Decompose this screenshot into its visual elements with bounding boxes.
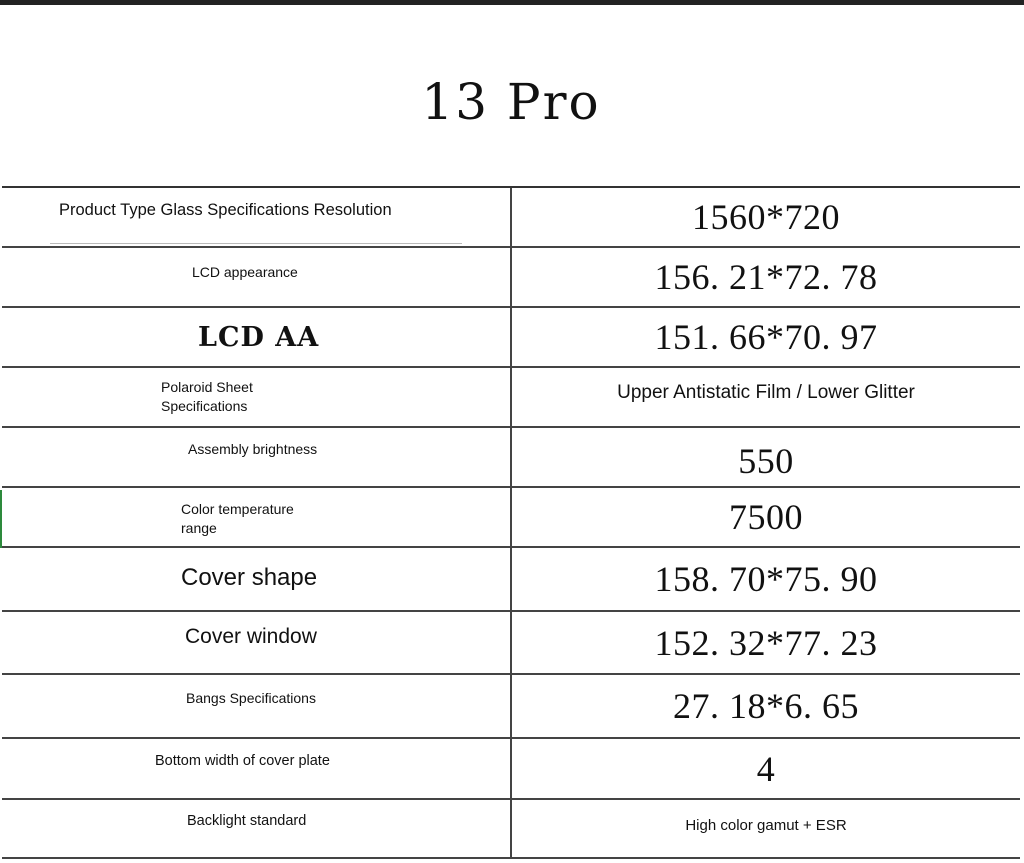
table-row xyxy=(2,739,1020,800)
label-cell xyxy=(2,368,512,426)
value-cell xyxy=(512,612,1020,673)
value-cell xyxy=(512,739,1020,798)
value-cell xyxy=(512,800,1020,857)
row-label: Cover window xyxy=(185,625,317,648)
row-value: 7500 xyxy=(729,497,803,537)
row-value: 550 xyxy=(738,441,794,481)
value-cell xyxy=(512,248,1020,306)
table-row xyxy=(2,248,1020,308)
label-cell xyxy=(2,675,512,737)
page-title: 13 Pro xyxy=(421,73,601,131)
table-row xyxy=(2,800,1020,859)
row-label: Bottom width of cover plate xyxy=(155,753,330,769)
title-cell xyxy=(2,4,1020,188)
row-label-line2: range xyxy=(181,520,217,536)
row-label: Product Type Glass Specifications Resolution xyxy=(59,201,392,219)
row-label-line1: Polaroid Sheet xyxy=(161,379,253,395)
table-row xyxy=(2,188,1020,248)
table-row xyxy=(2,488,1020,548)
value-cell xyxy=(512,308,1020,366)
row-label: LCD AA xyxy=(198,322,320,353)
row-label: Backlight standard xyxy=(187,813,307,829)
row-value: 151. 66*70. 97 xyxy=(654,317,878,357)
label-cell xyxy=(2,612,512,673)
label-cell xyxy=(2,488,512,546)
row-label: Bangs Specifications xyxy=(186,690,316,706)
value-cell xyxy=(512,368,1020,426)
row-value: 4 xyxy=(756,748,776,789)
value-cell xyxy=(512,188,1020,246)
row-value: 27. 18*6. 65 xyxy=(673,686,859,726)
value-cell xyxy=(512,548,1020,610)
row-label-line1: Color temperature xyxy=(181,501,294,517)
row-value: 158. 70*75. 90 xyxy=(654,559,878,599)
table-row xyxy=(2,428,1020,488)
row-value: Upper Antistatic Film / Lower Glitter xyxy=(617,382,915,403)
value-cell xyxy=(512,488,1020,546)
value-cell xyxy=(512,675,1020,737)
row-value: 152. 32*77. 23 xyxy=(654,622,878,663)
row-label: Assembly brightness xyxy=(188,441,318,457)
label-cell xyxy=(2,739,512,798)
row-value: High color gamut + ESR xyxy=(685,817,847,834)
value-cell xyxy=(512,428,1020,486)
table-row xyxy=(2,308,1020,368)
label-cell xyxy=(2,428,512,486)
label-cell xyxy=(2,188,512,246)
row-value: 156. 21*72. 78 xyxy=(654,257,878,297)
row-value: 1560*720 xyxy=(692,197,840,237)
row-label-line2: Specifications xyxy=(161,398,248,414)
label-cell xyxy=(2,548,512,610)
table-row xyxy=(2,675,1020,739)
table-row xyxy=(2,612,1020,675)
table-row xyxy=(2,368,1020,428)
row-label: LCD appearance xyxy=(192,264,298,280)
row-label: Cover shape xyxy=(181,564,318,591)
table-row xyxy=(2,548,1020,612)
label-cell xyxy=(2,248,512,306)
label-cell xyxy=(2,800,512,857)
label-underline xyxy=(50,243,462,244)
label-cell xyxy=(2,308,512,366)
